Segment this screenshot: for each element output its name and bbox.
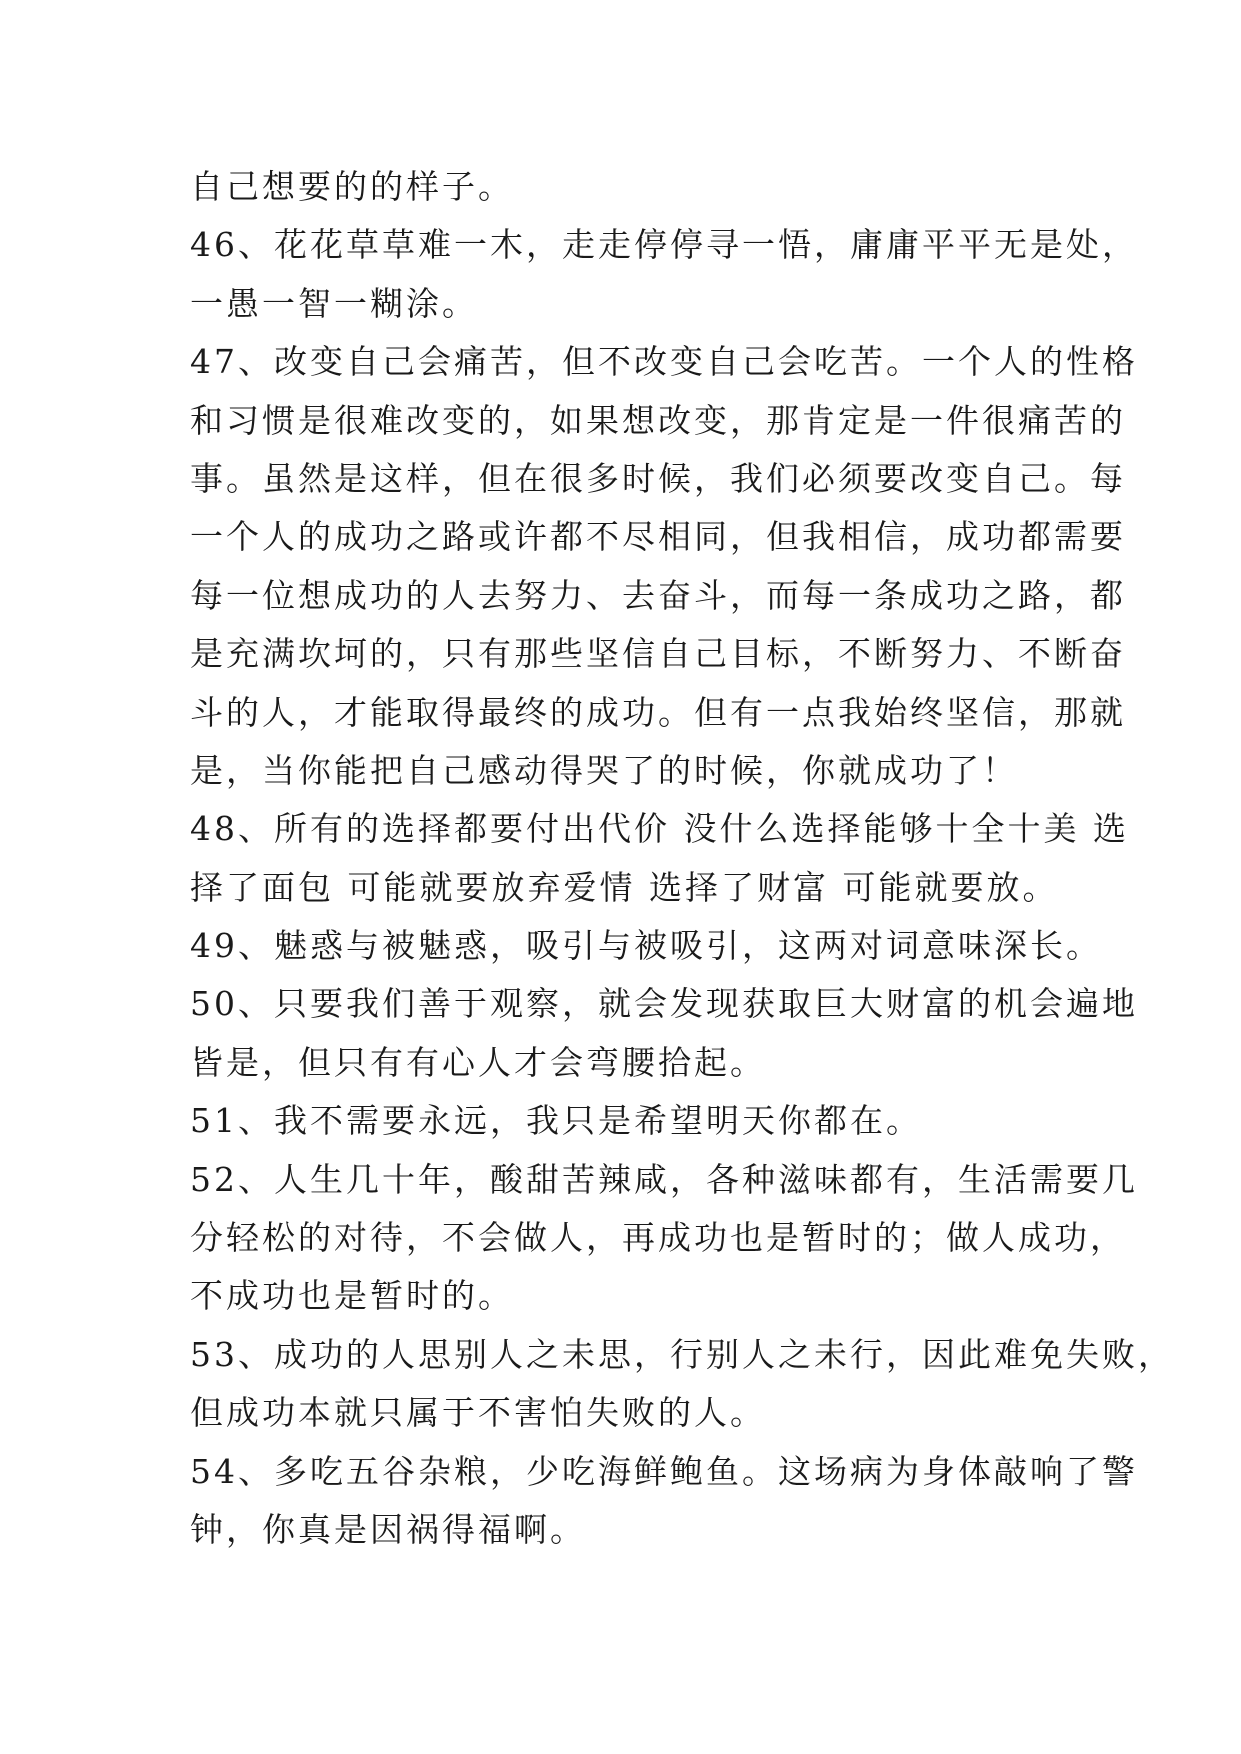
text-line: 48、所有的选择都要付出代价 没什么选择能够十全十美 选 bbox=[190, 809, 1129, 849]
text-line: 事。虽然是这样，但在很多时候，我们必须要改变自己。每 bbox=[190, 458, 1126, 498]
text-line: 52、人生几十年，酸甜苦辣咸，各种滋味都有，生活需要几 bbox=[190, 1159, 1138, 1199]
text-line: 是，当你能把自己感动得哭了的时候，你就成功了！ bbox=[190, 750, 1018, 790]
text-line: 51、我不需要永远，我只是希望明天你都在。 bbox=[190, 1101, 922, 1141]
document-body bbox=[190, 158, 1174, 1559]
text-line: 不成功也是暂时的。 bbox=[190, 1276, 514, 1316]
text-line: 一个人的成功之路或许都不尽相同，但我相信，成功都需要 bbox=[190, 517, 1126, 557]
text-line: 47、改变自己会痛苦，但不改变自己会吃苦。一个人的性格 bbox=[190, 342, 1138, 382]
text-line: 是充满坎坷的，只有那些坚信自己目标，不断努力、不断奋 bbox=[190, 634, 1126, 674]
text-line: 自己想要的的样子。 bbox=[190, 167, 514, 206]
text-line: 分轻松的对待，不会做人，再成功也是暂时的；做人成功， bbox=[190, 1218, 1126, 1258]
text-line: 皆是，但只有有心人才会弯腰拾起。 bbox=[190, 1042, 766, 1082]
text-line: 择了面包 可能就要放弃爱情 选择了财富 可能就要放。 bbox=[190, 867, 1059, 907]
text-line: 和习惯是很难改变的，如果想改变，那肯定是一件很痛苦的 bbox=[190, 400, 1126, 440]
text-line: 但成功本就只属于不害怕失败的人。 bbox=[190, 1393, 766, 1433]
text-line: 49、魅惑与被魅惑，吸引与被吸引，这两对词意味深长。 bbox=[190, 926, 1102, 966]
text-line: 一愚一智一糊涂。 bbox=[190, 283, 478, 323]
text-line: 46、花花草草难一木，走走停停寻一悟，庸庸平平无是处， bbox=[190, 225, 1138, 265]
text-line: 50、只要我们善于观察，就会发现获取巨大财富的机会遍地 bbox=[190, 984, 1138, 1024]
text-line: 53、成功的人思别人之未思，行别人之未行，因此难免失败， bbox=[190, 1334, 1174, 1374]
text-line: 斗的人，才能取得最终的成功。但有一点我始终坚信，那就 bbox=[190, 692, 1126, 732]
text-line: 每一位想成功的人去努力、去奋斗，而每一条成功之路，都 bbox=[190, 575, 1126, 615]
text-line: 钟，你真是因祸得福啊。 bbox=[190, 1509, 586, 1549]
text-line: 54、多吃五谷杂粮，少吃海鲜鲍鱼。这场病为身体敲响了警 bbox=[190, 1451, 1138, 1491]
